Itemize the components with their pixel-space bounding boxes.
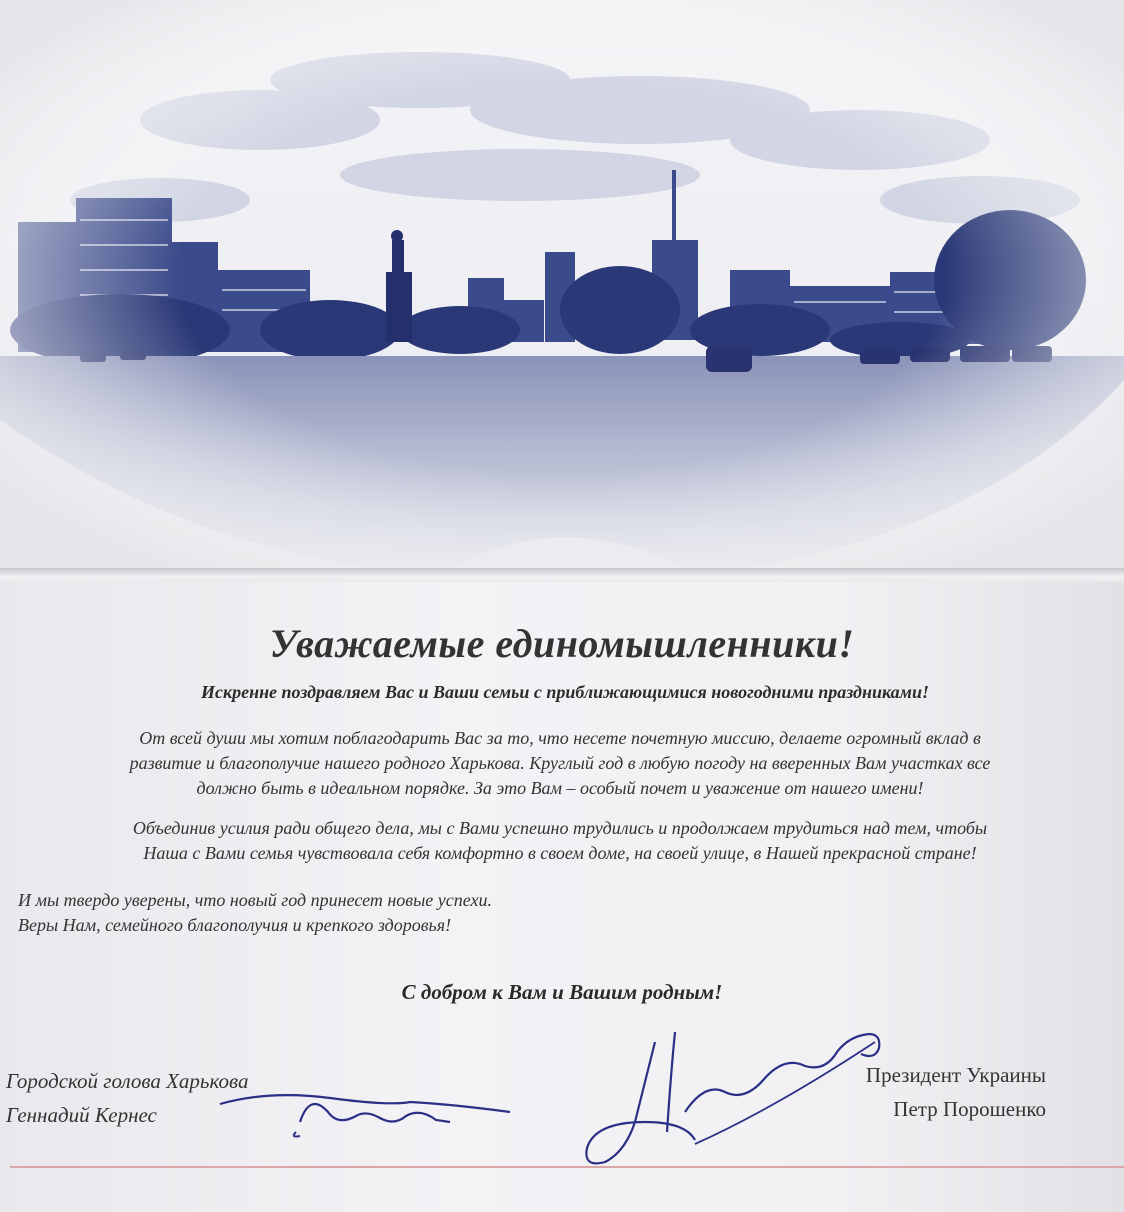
signatory-right-name: Петр Порошенко (893, 1097, 1046, 1121)
letter-lead: Искренне поздравляем Вас и Ваши семьи с приближающимися новогодними праздниками! (200, 682, 930, 702)
signatory-right (866, 1058, 1046, 1126)
city-square-photo (0, 0, 1124, 575)
letter-sheet (0, 582, 1124, 1212)
city-square-illustration (0, 0, 1124, 575)
paragraph-1-line: развитие и благополучие нашего родного Харькова. Круглый год в любую погоду на вверенных Вам участках все (129, 753, 991, 773)
paragraph-3-line: Веры Нам, семейного благополучия и крепкого здоровья! (18, 915, 452, 935)
bottom-rule (10, 1166, 1124, 1168)
signature-left (210, 1082, 530, 1152)
letter-heading: Уважаемые единомышленники! (269, 621, 855, 666)
signatory-left-name: Геннадий Кернес (6, 1103, 157, 1127)
closing-line: С добром к Вам и Вашим родным! (401, 980, 723, 1004)
paragraph-2 (30, 816, 1090, 866)
signatory-right-title: Президент Украины (865, 1063, 1046, 1087)
paragraph-3-line: И мы твердо уверены, что новый год принесет новые успехи. (18, 890, 492, 910)
signatory-left-title: Городской голова Харькова (6, 1069, 249, 1093)
paragraph-1-line: должно быть в идеальном порядке. За это Вам – особый почет и уважение от нашего имени! (196, 778, 924, 798)
paragraph-2-line: Наша с Вами семья чувствовала себя комфортно в своем доме, на своей улице, в Нашей прекрасной стране! (143, 843, 977, 863)
signature-right (575, 1012, 895, 1172)
paragraph-2-line: Объединив усилия ради общего дела, мы с Вами успешно трудились и продолжаем трудиться над тем, чтобы (132, 818, 988, 838)
paragraph-1-line: От всей души мы хотим поблагодарить Вас за то, что несете почетную миссию, делаете огромный вклад в (139, 728, 981, 748)
paragraph-1 (30, 726, 1090, 801)
paragraph-3 (18, 888, 492, 938)
